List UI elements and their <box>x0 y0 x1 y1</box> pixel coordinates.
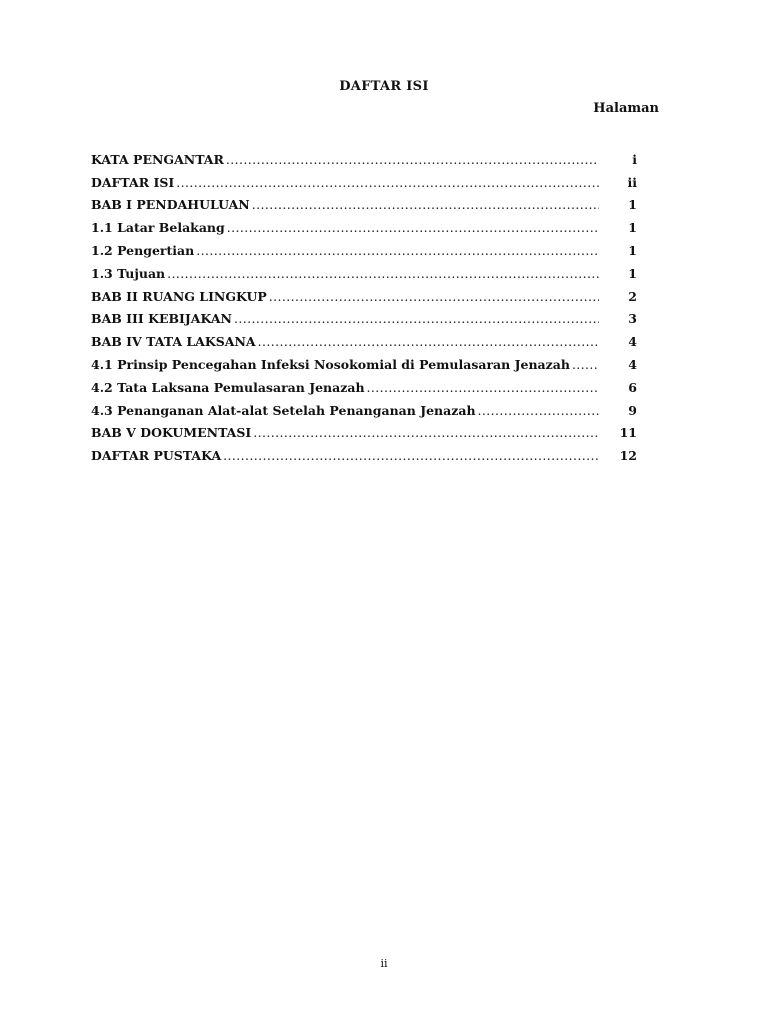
toc-dot-leader <box>227 220 599 236</box>
toc-entry[interactable] <box>91 259 637 282</box>
toc-entry-label: DAFTAR ISI <box>91 174 175 190</box>
toc-entry-label: BAB I PENDAHULUAN <box>91 197 250 213</box>
toc-dot-leader <box>253 425 599 441</box>
toc-entry[interactable] <box>91 350 637 373</box>
toc-entry[interactable] <box>91 419 637 442</box>
toc-dot-leader <box>252 197 599 213</box>
toc-dot-leader <box>269 289 599 305</box>
toc-entry-page-number: 2 <box>628 288 637 304</box>
toc-entry-page-number: 1 <box>628 197 637 213</box>
toc-entry[interactable] <box>91 236 637 259</box>
toc-entry-page-number: 1 <box>628 265 637 281</box>
toc-dot-leader <box>367 380 599 396</box>
toc-dot-leader <box>258 334 599 350</box>
toc-entry-page-number: 6 <box>628 379 637 395</box>
page-column-header: Halaman <box>593 101 659 116</box>
toc-entry[interactable] <box>91 168 637 191</box>
toc-dot-leader <box>223 448 599 464</box>
toc-entry-page-number: 1 <box>628 220 637 236</box>
toc-dot-leader <box>234 311 599 327</box>
table-of-contents <box>91 145 637 464</box>
toc-dot-leader <box>196 243 599 259</box>
footer-page-number: ii <box>380 957 388 970</box>
toc-dot-leader <box>226 152 599 168</box>
toc-entry-page-number: 11 <box>619 425 637 441</box>
toc-entry-label: 1.3 Tujuan <box>91 265 166 281</box>
toc-dot-leader <box>176 175 599 191</box>
toc-entry-label: 4.1 Prinsip Pencegahan Infeksi Nosokomial di Pemulasaran Jenazah <box>91 356 570 372</box>
toc-entry-page-number: 4 <box>628 356 637 372</box>
toc-entry-page-number: 12 <box>619 448 637 464</box>
toc-entry-label: DAFTAR PUSTAKA <box>91 448 222 464</box>
toc-entry[interactable] <box>91 441 637 464</box>
toc-entry-label: 4.3 Penanganan Alat-alat Setelah Penanganan Jenazah <box>91 402 476 418</box>
toc-entry-label: 4.2 Tata Laksana Pemulasaran Jenazah <box>91 379 365 395</box>
toc-entry-page-number: 9 <box>628 402 637 418</box>
toc-entry-label: BAB V DOKUMENTASI <box>91 425 252 441</box>
toc-entry[interactable] <box>91 373 637 396</box>
toc-entry-label: BAB IV TATA LAKSANA <box>91 334 256 350</box>
toc-entry-page-number: 1 <box>628 242 637 258</box>
toc-entry[interactable] <box>91 213 637 236</box>
toc-entry[interactable] <box>91 145 637 168</box>
toc-entry[interactable] <box>91 396 637 419</box>
toc-entry[interactable] <box>91 327 637 350</box>
toc-dot-leader <box>478 403 599 419</box>
toc-entry-page-number: 4 <box>628 334 637 350</box>
page-title: DAFTAR ISI <box>339 79 429 94</box>
toc-entry-label: 1.1 Latar Belakang <box>91 220 225 236</box>
toc-entry-label: BAB II RUANG LINGKUP <box>91 288 267 304</box>
toc-entry-page-number: 3 <box>628 311 637 327</box>
toc-entry-page-number: i <box>632 151 637 167</box>
toc-entry-label: 1.2 Pengertian <box>91 242 195 258</box>
toc-dot-leader <box>167 266 599 282</box>
toc-entry-page-number: ii <box>627 174 637 190</box>
toc-entry[interactable] <box>91 191 637 214</box>
toc-entry-label: KATA PENGANTAR <box>91 151 224 167</box>
toc-entry-label: BAB III KEBIJAKAN <box>91 311 232 327</box>
toc-entry[interactable] <box>91 305 637 328</box>
toc-dot-leader <box>572 357 599 373</box>
toc-entry[interactable] <box>91 282 637 305</box>
